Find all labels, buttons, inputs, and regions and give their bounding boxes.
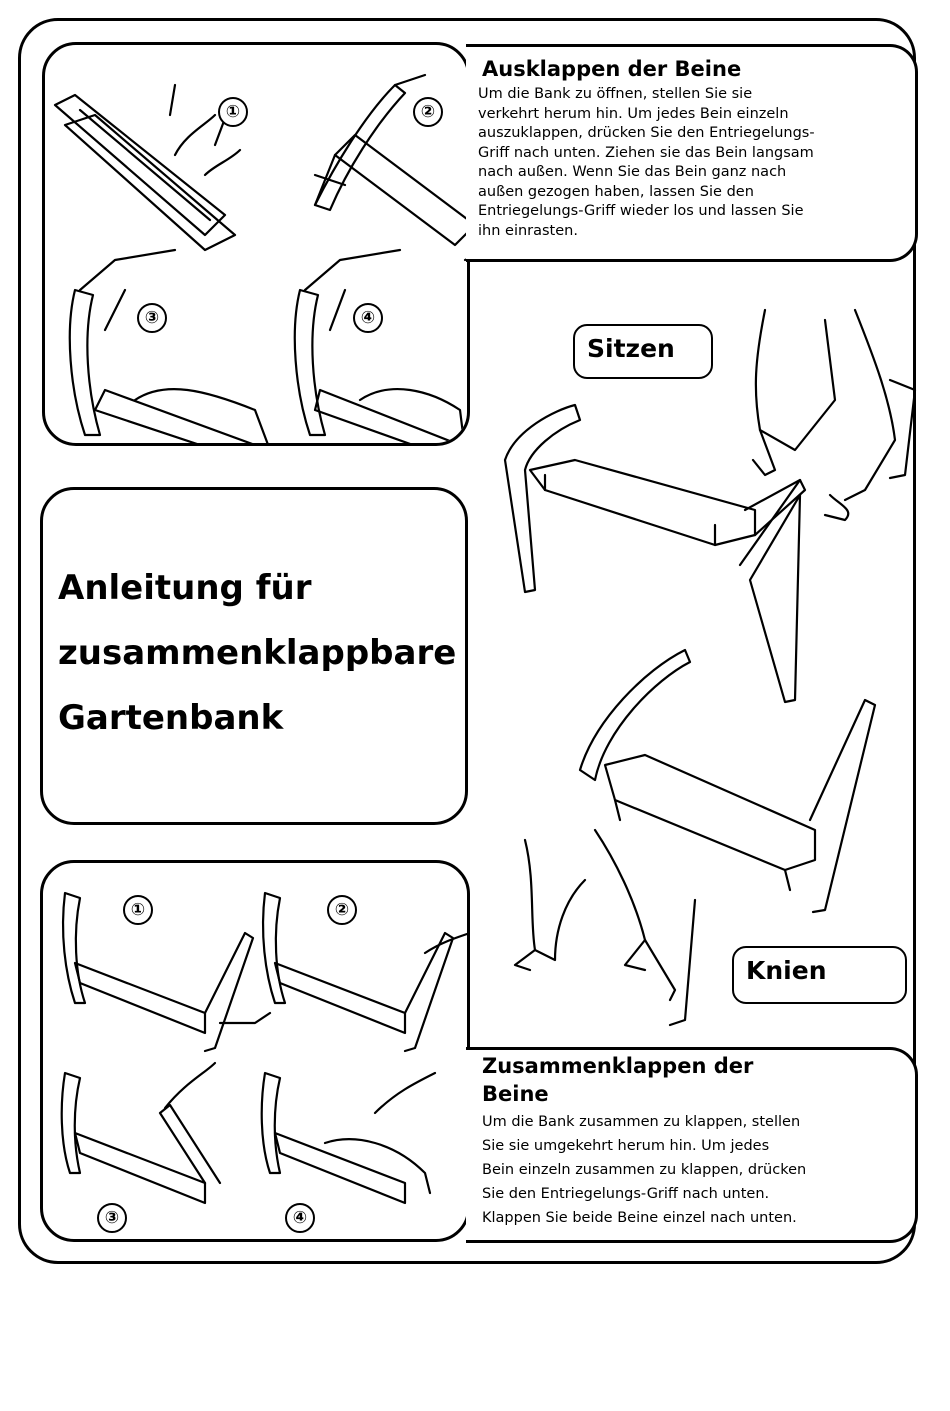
fold-text-line: Bein einzeln zusammen zu klappen, drücken <box>482 1162 807 1178</box>
bench-sitting-position <box>505 405 805 702</box>
fold-illustrations <box>43 863 470 1242</box>
bench-kneeling-position <box>580 650 875 912</box>
unfold-text-line: ihn einrasten. <box>478 222 578 239</box>
unfold-text <box>478 85 905 241</box>
fold-step-4-badge: ④ <box>285 1203 315 1233</box>
fold-text-line: Sie den Entriegelungs-Griff nach unten. <box>482 1186 770 1202</box>
fold-text-line: Um die Bank zusammen zu klappen, stellen <box>482 1114 801 1130</box>
fold-step-3-badge: ③ <box>97 1203 127 1233</box>
fold-illustration-panel <box>40 860 470 1242</box>
sitting-label: Sitzen <box>573 324 713 379</box>
unfold-text-line: Entriegelungs-Griff wieder los und lassen Sie <box>478 203 804 219</box>
unfold-text-line: außen gezogen haben, lassen Sie den <box>478 183 754 200</box>
fold-text <box>482 1110 905 1230</box>
unfold-step-4-badge: ④ <box>353 303 383 333</box>
kneeling-label: Knien <box>732 946 907 1004</box>
unfold-text-line: nach außen. Wenn Sie das Bein ganz nach <box>478 164 787 180</box>
unfold-illustrations <box>45 45 470 446</box>
unfold-step-3-badge: ③ <box>137 303 167 333</box>
fold-instructions-box <box>466 1047 918 1243</box>
bench-usage-illustration <box>495 300 935 1040</box>
fold-heading-line: Beine <box>482 1082 549 1106</box>
document-title-line-3: Gartenbank <box>58 698 284 738</box>
fold-heading-line: Zusammenklappen der <box>482 1054 754 1078</box>
fold-step-1-badge: ① <box>123 895 153 925</box>
unfold-heading: Ausklappen der Beine <box>482 57 742 81</box>
seated-person-drawing <box>753 310 915 520</box>
kneeling-person-drawing <box>515 830 695 1025</box>
document-title-line-2: zusammenklappbare <box>58 633 457 673</box>
unfold-text-line: Um die Bank zu öffnen, stellen Sie sie <box>478 86 753 102</box>
unfold-text-line: verkehrt herum hin. Um jedes Bein einzeln <box>478 105 789 122</box>
unfold-text-line: Griff nach unten. Ziehen sie das Bein langsam <box>478 144 814 161</box>
document-title-line-1: Anleitung für <box>58 568 312 608</box>
fold-heading <box>482 1052 905 1108</box>
unfold-step-1-badge: ① <box>218 97 248 127</box>
fold-step-2-badge: ② <box>327 895 357 925</box>
unfold-text-line: auszuklappen, drücken Sie den Entriegelungs- <box>478 125 815 141</box>
unfold-instructions-box <box>466 44 918 262</box>
unfold-step-2-badge: ② <box>413 97 443 127</box>
fold-text-line: Klappen Sie beide Beine einzel nach unten. <box>482 1210 797 1226</box>
unfold-illustration-panel <box>42 42 470 446</box>
fold-text-line: Sie sie umgekehrt herum hin. Um jedes <box>482 1138 770 1154</box>
